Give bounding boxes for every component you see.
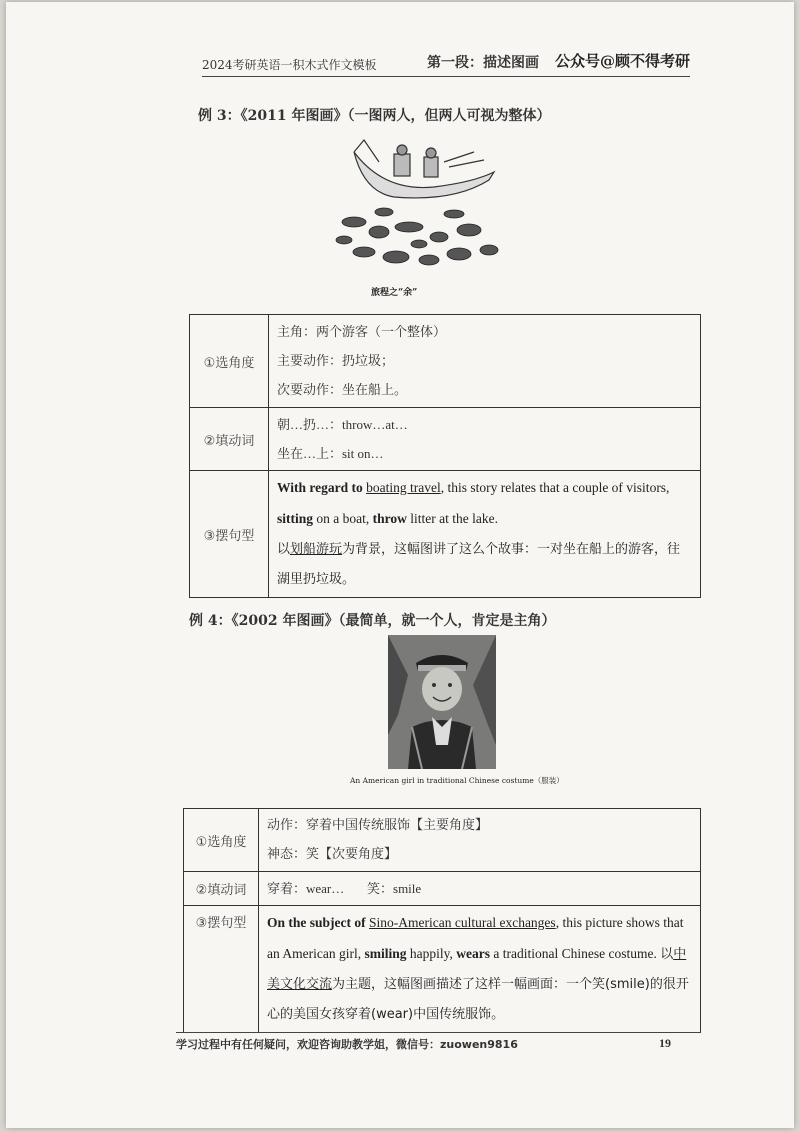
verb-label: ②填动词 <box>184 872 259 906</box>
angle-line: 主要动作：扔垃圾； <box>277 353 395 369</box>
sentence-content <box>259 906 701 1033</box>
example4-caption: An American girl in traditional Chinese costume（服装） <box>350 776 564 785</box>
angle-line: 神态：笑【次要角度】 <box>267 847 398 862</box>
table-row <box>190 315 701 408</box>
verb-line: 穿着：wear… 笑：smile <box>267 881 422 896</box>
table-row <box>184 809 701 872</box>
example3-table <box>189 314 701 598</box>
angle-content <box>259 809 701 872</box>
sentence-part: On the subject of <box>267 915 366 930</box>
example4-table <box>183 808 701 1033</box>
sentence-cn: 以 <box>277 542 291 557</box>
table-row <box>184 872 701 906</box>
document-page <box>6 2 794 1128</box>
sentence-label: ③摆句型 <box>190 471 269 598</box>
sentence-cn: 以 <box>660 947 674 962</box>
angle-line: 主角：两个游客（一个整体） <box>277 324 447 340</box>
page-header <box>202 52 690 77</box>
sentence-part: a traditional Chinese costume. <box>489 946 661 961</box>
header-left: 2024考研英语一积木式作文模板 <box>202 58 377 72</box>
angle-content <box>269 315 701 408</box>
sentence-part: , this picture shows that an American girl, <box>267 915 684 961</box>
sentence-part: sitting <box>277 511 314 526</box>
sentence-cn: 为背景，这幅图讲了这么个故事：一对坐在船上的游客，往湖里扔垃圾。 <box>277 542 681 587</box>
sentence-part: , this story relates that a couple of visitors, <box>440 480 670 495</box>
verb-line: 坐在…上：sit on… <box>277 446 384 461</box>
sentence-part: smiling <box>364 946 407 961</box>
sentence-part: With regard to <box>277 480 363 495</box>
sentence-keyword: Sino-American cultural exchanges <box>369 915 556 930</box>
angle-label: ①选角度 <box>184 809 259 872</box>
page-number: 19 <box>659 1036 671 1050</box>
header-center: 第一段：描述图画 <box>427 55 539 71</box>
sentence-part: happily, <box>406 946 457 961</box>
sentence-label: ③摆句型 <box>184 906 259 1033</box>
sentence-cn-keyword: 划船游玩 <box>290 542 343 557</box>
sentence-part: wears <box>456 946 490 961</box>
boat-cartoon-image <box>324 132 514 282</box>
footer-text: 学习过程中有任何疑问，欢迎咨询助教学姐，微信号：zuowen9816 <box>176 1038 518 1051</box>
sentence-part: throw <box>372 511 407 526</box>
table-row <box>190 408 701 471</box>
header-right: 公众号@顾不得考研 <box>554 52 690 70</box>
girl-photo-image <box>388 635 496 769</box>
sentence-part: litter at the lake. <box>406 511 498 526</box>
verb-label: ②填动词 <box>190 408 269 471</box>
example4-title: 例 4：《2002 年图画》（最简单，就一个人，肯定是主角） <box>189 613 556 629</box>
sentence-keyword: boating travel <box>366 480 441 495</box>
page-footer <box>176 1032 701 1052</box>
angle-line: 次要动作：坐在船上。 <box>277 382 408 398</box>
verb-content <box>269 408 701 471</box>
verb-line: 朝…扔…：throw…at… <box>277 417 408 432</box>
verb-content <box>259 872 701 906</box>
sentence-cn: 为主题，这幅图画描述了这样一幅画面：一个笑(smile)的很开心的美国女孩穿着(wear)中国传统服饰。 <box>267 977 689 1022</box>
sentence-cn-keyword: 中美文化交流 <box>267 947 687 992</box>
sentence-part: on a boat, <box>313 511 373 526</box>
angle-label: ①选角度 <box>190 315 269 408</box>
table-row <box>184 906 701 1033</box>
sentence-content <box>269 471 701 598</box>
example3-title: 例 3：《2011 年图画》（一图两人，但两人可视为整体） <box>198 108 551 124</box>
example3-caption: 旅程之“余” <box>371 288 418 298</box>
angle-line: 动作：穿着中国传统服饰【主要角度】 <box>267 818 489 833</box>
table-row <box>190 471 701 598</box>
